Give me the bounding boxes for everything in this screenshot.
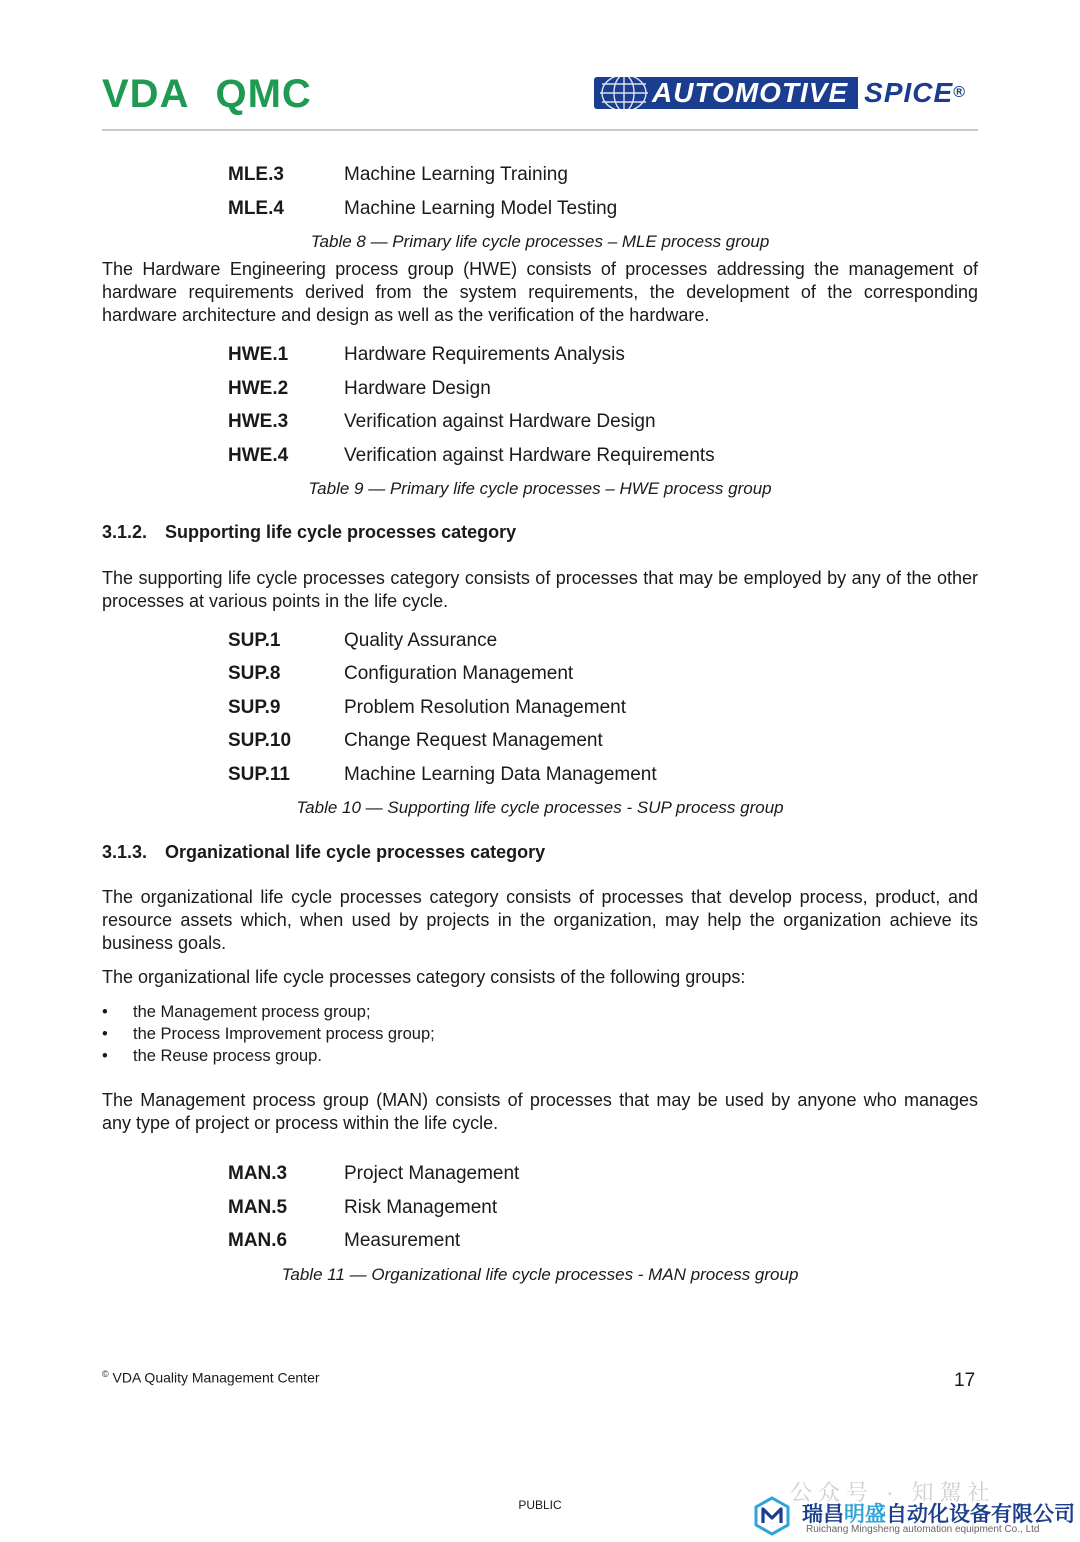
automotive-label: AUTOMOTIVE [648,77,858,109]
process-code: MLE.3 [228,164,284,185]
registered-mark: ® [953,84,965,101]
process-name: Verification against Hardware Requirements [344,445,715,466]
copyright-symbol: © [102,1369,109,1379]
list-item-text: the Management process group; [133,1003,371,1021]
process-code: SUP.10 [228,730,292,751]
process-name: Measurement [344,1230,461,1251]
copyright-notice [102,1369,320,1386]
process-name: Problem Resolution Management [344,697,626,718]
process-name: Change Request Management [344,730,603,751]
section-heading [102,522,516,543]
company-name-part: 自动化设备有限公司 [886,1503,1075,1526]
process-code: SUP.9 [228,697,281,718]
table-caption: Table 8 — Primary life cycle processes – MLE process group [310,232,770,251]
watermark-faint-text: 公众号 · 知駕社 [790,1480,996,1505]
process-code: HWE.3 [228,411,289,432]
table-caption: Table 9 — Primary life cycle processes – HWE process group [308,479,772,498]
process-code: SUP.8 [228,663,281,684]
globe-icon [594,77,648,109]
table-caption: Table 11 — Organizational life cycle processes - MAN process group [281,1265,799,1284]
process-code: MLE.4 [228,198,284,219]
list-item [102,1003,371,1022]
paragraph: The Management process group (MAN) consists of processes that may be used by anyone who manages any type of project or process within the life cycle. [102,1090,978,1133]
section-title: Organizational life cycle processes category [165,842,546,862]
spice-label: SPICE [864,77,954,108]
section-number: 3.1.2. [102,522,148,542]
company-name-part: 瑞昌 [802,1503,844,1526]
classification-label: PUBLIC [518,1498,562,1512]
process-name: Risk Management [344,1197,498,1218]
list-item-text: the Reuse process group. [133,1047,322,1065]
process-code: HWE.4 [228,445,289,466]
qmc-logo-text: QMC [215,72,312,116]
process-name: Machine Learning Training [344,164,568,185]
process-name: Verification against Hardware Design [344,411,656,432]
header-divider [102,129,978,131]
paragraph: The organizational life cycle processes category consists of the following groups: [102,967,746,987]
process-code: HWE.2 [228,378,289,399]
bullet: • [102,1003,108,1021]
process-code: MAN.6 [228,1230,288,1251]
process-code: MAN.5 [228,1197,288,1218]
process-name: Configuration Management [344,663,574,684]
list-item [102,1025,435,1044]
automotive-spice-logo [594,76,965,110]
list-item [102,1047,322,1066]
process-name: Machine Learning Data Management [344,764,657,785]
page-number: 17 [954,1370,976,1391]
company-name-en: Ruichang Mingsheng automation equipment Co., Ltd [806,1524,1040,1535]
vda-logo-text: VDA [102,72,190,116]
process-code: HWE.1 [228,344,289,365]
bullet: • [102,1025,108,1043]
process-name: Hardware Design [344,378,491,399]
table-caption: Table 10 — Supporting life cycle processes - SUP process group [296,798,784,817]
process-name: Quality Assurance [344,630,498,651]
company-logo-icon [752,1496,792,1541]
company-name-part: 明盛 [844,1503,886,1526]
list-item-text: the Process Improvement process group; [133,1025,435,1043]
process-code: MAN.3 [228,1163,288,1184]
paragraph: The organizational life cycle processes category consists of processes that develop process, product, and resource assets which, when used by projects in the organization, may help the organization achieve its business goals. [102,887,978,953]
vda-qmc-logo [102,72,312,117]
copyright-text: VDA Quality Management Center [112,1369,320,1386]
section-heading [102,842,545,863]
section-title: Supporting life cycle processes category [165,522,517,542]
bullet: • [102,1047,108,1065]
section-number: 3.1.3. [102,842,148,862]
process-name: Project Management [344,1163,520,1184]
process-code: SUP.11 [228,764,290,785]
process-name: Hardware Requirements Analysis [344,344,625,365]
paragraph: The Hardware Engineering process group (HWE) consists of processes addressing the management of hardware requirements derived from the system requirements, the development of the corresponding hardware architecture and design as well as the verification of the hardware. [102,259,978,325]
process-name: Machine Learning Model Testing [344,198,618,219]
process-code: SUP.1 [228,630,281,651]
paragraph: The supporting life cycle processes category consists of processes that may be employed by any of the other processes at various points in the life cycle. [102,568,978,611]
